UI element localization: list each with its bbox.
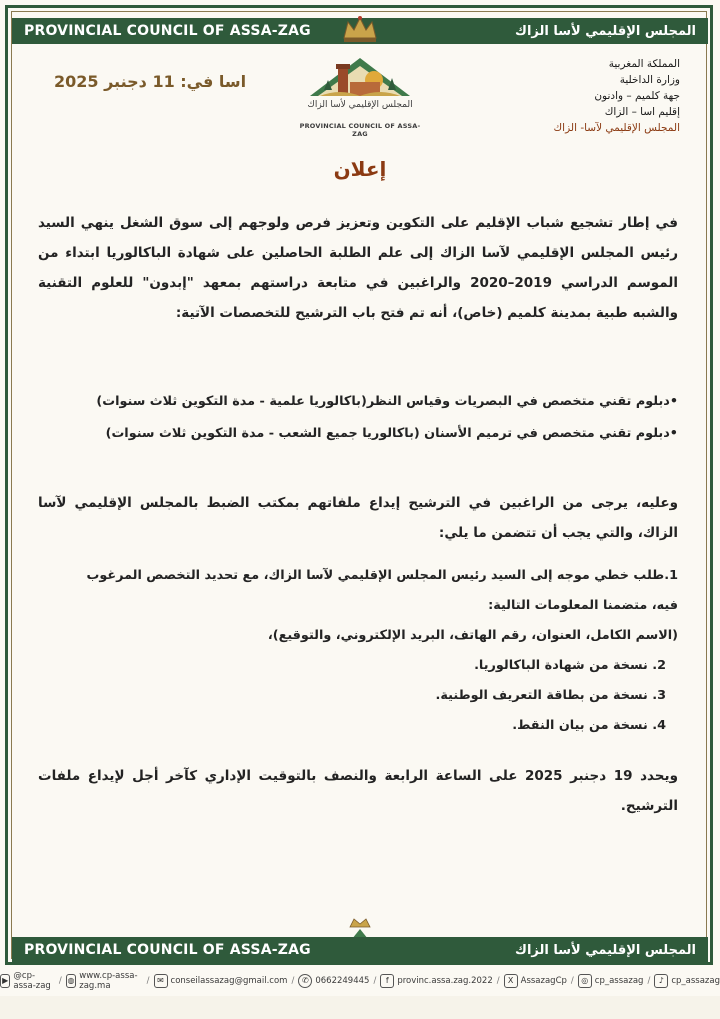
specialty-item: •دبلوم تقني متخصص في ترميم الأسنان (باكالوريا جميع الشعب - مدة التكوين ثلاث سنوات) (105, 426, 678, 441)
instagram-icon: ◎ (578, 974, 592, 988)
tiktok-icon: ♪ (654, 974, 668, 988)
intro-paragraph: في إطار تشجيع شباب الإقليم على التكوين وتعزيز فرص ولوجهم إلى سوق الشغل ينهي السيد رئيس المجلس الإقليمي لآسا الزاك إلى علم الطلبة الحاصلين على شهادة الباكالوريا ابتداء من الموسم الدراسي 2019–2020 والراغبين في متابعة دراستهم بمعهد "إبدون" للعلوم التقنية والشبه طبية بمدينة كلميم (خاص)، أنه تم فتح باب الترشيح للتخصصات الآتية: (38, 215, 678, 321)
footer-band (0, 996, 720, 1019)
tiktok-link[interactable]: ♪ cp_assazag (654, 974, 720, 988)
whatsapp-icon: ✆ (298, 974, 312, 988)
document-date: اسا في: 11 دجنبر 2025 (54, 72, 247, 91)
announcement-title: إعلان (333, 157, 387, 181)
header-ar: المجلس الإقليمي لأسا الزاك (515, 23, 696, 39)
admin-kingdom: المملكة المغربية (608, 58, 680, 70)
footer-ar: المجلس الإقليمي لأسا الزاك (515, 942, 696, 958)
requirement-item-3: 3. نسخة من بطاقة التعريف الوطنية. (435, 688, 666, 703)
request-paragraph: وعليه، يرجى من الراغبين في الترشيح إيداع ملفاتهم بمكتب الضبط بالمجلس الإقليمي لآسا الزاك، والتي يجب أن تتضمن ما يلي: (38, 495, 678, 541)
youtube-link[interactable]: ▶ @cp-assa-zag (0, 971, 55, 991)
requirement-item-1c: (الاسم الكامل، العنوان، رقم الهاتف، البريد الإلكتروني، والتوقيع)، (267, 628, 678, 643)
footer-en: PROVINCIAL COUNCIL OF ASSA-ZAG (24, 942, 311, 958)
contact-footer: ▶ @cp-assa-zag / ◍ www.cp-assa-zag.ma / ✉ conseilassazag@gmail.com / ✆ 0662249445 / f provinc.assa.zag.2022 / X AssazagCp / ◎ cp_assazag / ♪ cp_assazag (0, 968, 720, 994)
mail-icon: ✉ (154, 974, 168, 988)
youtube-icon: ▶ (0, 974, 10, 988)
requirement-item-1a: 1.طلب خطي موجه إلى السيد رئيس المجلس الإقليمي لآسا الزاك، مع تحديد التخصص المرغوب (86, 568, 678, 583)
facebook-icon: f (380, 974, 394, 988)
email-link[interactable]: ✉ conseilassazag@gmail.com (154, 974, 288, 988)
x-link[interactable]: X AssazagCp (504, 974, 567, 988)
whatsapp-link[interactable]: ✆ 0662249445 (298, 974, 369, 988)
requirement-item-1b: فيه، متضمنا المعلومات التالية: (488, 598, 678, 613)
facebook-link[interactable]: f provinc.assa.zag.2022 (380, 974, 492, 988)
specialties-list (38, 386, 678, 450)
admin-ministry: وزارة الداخلية (619, 74, 680, 86)
admin-province: إقليم اسا – الزاك (604, 106, 680, 118)
x-icon: X (504, 974, 518, 988)
council-logo-icon (300, 44, 420, 132)
globe-icon: ◍ (66, 974, 77, 988)
administrative-header (554, 56, 681, 136)
admin-council: المجلس الإقليمي لآسا- الزاك (553, 122, 680, 134)
admin-region: جهة كلميم – وادنون (594, 90, 680, 102)
requirements-list (38, 561, 678, 741)
crown-emblem-icon (338, 14, 382, 44)
footer-bar (12, 937, 708, 963)
specialty-item: •دبلوم تقني متخصص في البصريات وقياس النظر(باكالوريا علمية - مدة التكوين ثلاث سنوات) (96, 394, 678, 409)
requirement-item-4: 4. نسخة من بيان النقط. (512, 718, 666, 733)
logo-caption-ar: المجلس الإقليمي لأسا الزاك (307, 100, 413, 110)
header-en: PROVINCIAL COUNCIL OF ASSA-ZAG (24, 23, 311, 39)
instagram-link[interactable]: ◎ cp_assazag (578, 974, 644, 988)
website-link[interactable]: ◍ www.cp-assa-zag.ma (67, 971, 138, 991)
logo-caption-en: PROVINCIAL COUNCIL OF ASSA-ZAG (299, 122, 421, 138)
requirement-item-2: 2. نسخة من شهادة الباكالوريا. (474, 658, 666, 673)
deadline-paragraph: ويحدد 19 دجنبر 2025 على الساعة الرابعة والنصف بالتوقيت الإداري كآخر أجل لإيداع ملفات الترشيح. (38, 768, 678, 814)
